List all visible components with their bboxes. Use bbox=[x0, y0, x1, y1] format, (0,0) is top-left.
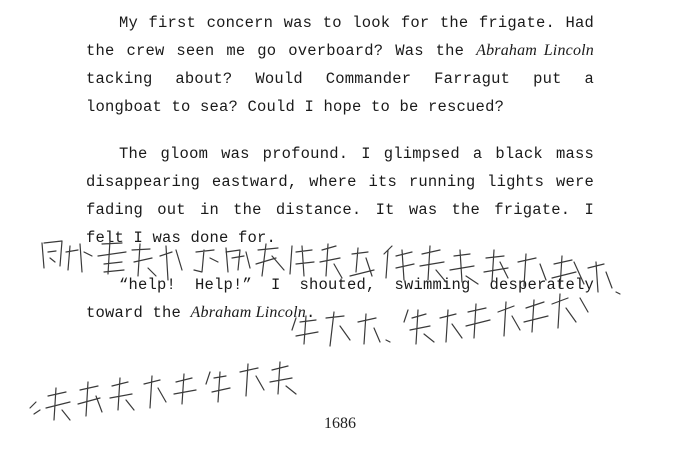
paragraph-2: The gloom was profound. I glimpsed a black mass disappearing eastward, where its running lights were fading out in the distance. It was the frigate. I felt I was done for. bbox=[86, 145, 594, 247]
handwriting-line-3 bbox=[30, 362, 296, 420]
paragraph-3-text-after: . bbox=[305, 304, 316, 322]
paragraph-3 bbox=[86, 271, 594, 327]
paragraph-1-text-before: My first concern was to look for the frigate. Had the crew seen me go overboard? Was the bbox=[86, 14, 594, 60]
paragraph-1 bbox=[86, 9, 594, 121]
page-number: 1686 bbox=[324, 415, 356, 432]
ship-name-italic: Abraham Lincoln bbox=[190, 304, 306, 321]
paragraph-3-text-before: “help! Help!” I shouted, swimming desperately toward the bbox=[86, 276, 594, 322]
ship-name-italic: Abraham Lincoln bbox=[476, 42, 594, 59]
paragraph-1-text-after: tacking about? Would Commander Farragut put a longboat to sea? Could I hope to be rescued? bbox=[86, 70, 594, 116]
